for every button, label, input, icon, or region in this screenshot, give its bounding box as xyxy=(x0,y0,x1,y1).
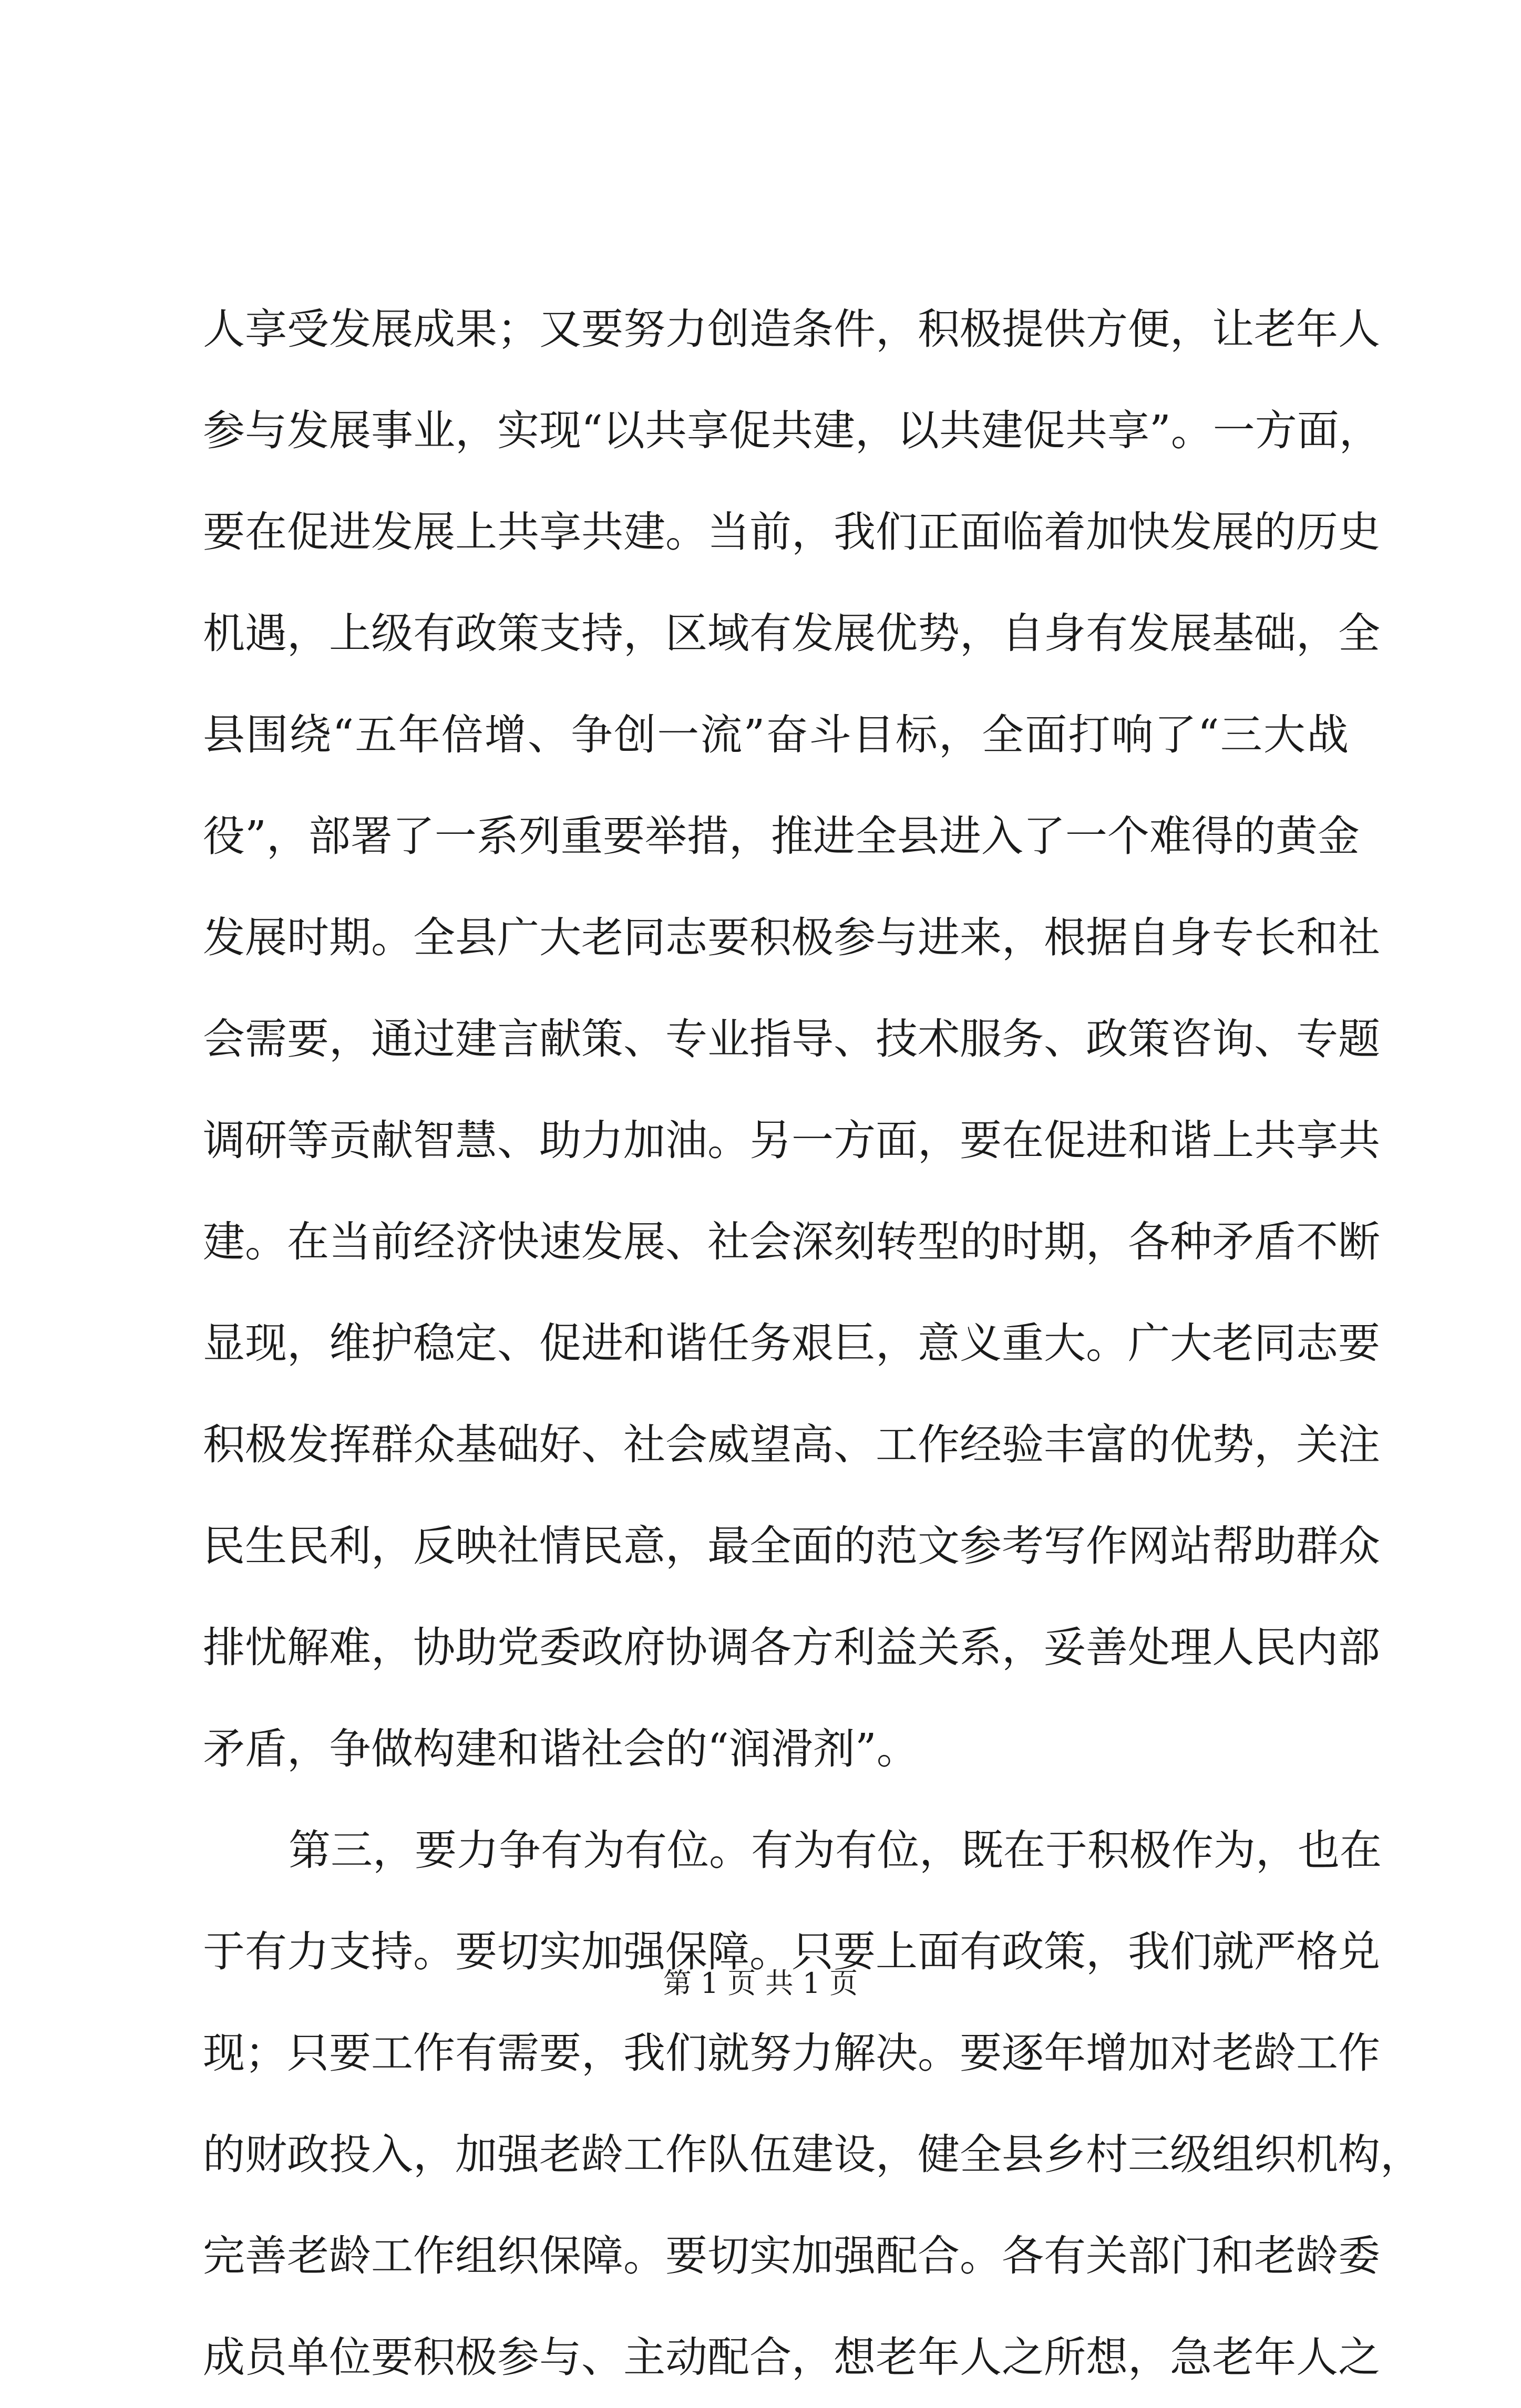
body-text xyxy=(203,278,1422,2408)
text-line: 人享受发展成果；又要努力创造条件，积极提供方便，让老年人 xyxy=(203,305,1380,354)
text-line: 成员单位要积极参与、主动配合，想老年人之所想，急老年人之 xyxy=(203,2333,1380,2382)
text-line: 建。在当前经济快速发展、社会深刻转型的时期，各种矛盾不断 xyxy=(203,1217,1380,1266)
text-line: 积极发挥群众基础好、社会威望高、工作经验丰富的优势，关注 xyxy=(203,1420,1380,1469)
text-line: 民生民利，反映社情民意，最全面的范文参考写作网站帮助群众 xyxy=(203,1522,1380,1570)
paragraph-end-line: 矛盾，争做构建和谐社会的“润滑剂”。 xyxy=(203,1724,919,1773)
text-line: 县围绕“五年倍增、争创一流”奋斗目标，全面打响了“三大战 xyxy=(203,710,1349,759)
text-line: 调研等贡献智慧、助力加油。另一方面，要在促进和谐上共享共 xyxy=(203,1116,1380,1165)
paragraph-start-line: 第三，要力争有为有位。有为有位，既在于积极作为，也在 xyxy=(289,1826,1382,1875)
text-line: 役”，部署了一系列重要举措，推进全县进入了一个难得的黄金 xyxy=(203,812,1360,861)
page-number-footer: 第 1 页 共 1 页 xyxy=(663,1967,858,2000)
text-line: 参与发展事业，实现“以共享促共建，以共建促共享”。一方面， xyxy=(203,406,1381,455)
text-line: 的财政投入，加强老龄工作队伍建设，健全县乡村三级组织机构， xyxy=(203,2130,1422,2179)
text-line: 机遇，上级有政策支持，区域有发展优势，自身有发展基础，全 xyxy=(203,609,1380,658)
text-line: 排忧解难，协助党委政府协调各方利益关系，妥善处理人民内部 xyxy=(203,1623,1380,1672)
text-line: 现；只要工作有需要，我们就努力解决。要逐年增加对老龄工作 xyxy=(203,2029,1380,2078)
text-line: 完善老龄工作组织保障。要切实加强配合。各有关部门和老龄委 xyxy=(203,2231,1380,2280)
text-line: 会需要，通过建言献策、专业指导、技术服务、政策咨询、专题 xyxy=(203,1015,1380,1063)
text-line: 要在促进发展上共享共建。当前，我们正面临着加快发展的历史 xyxy=(203,508,1380,556)
text-line: 于有力支持。要切实加强保障。只要上面有政策，我们就严格兑 xyxy=(203,1927,1380,1976)
text-line: 显现，维护稳定、促进和谐任务艰巨，意义重大。广大老同志要 xyxy=(203,1319,1380,1368)
text-line: 发展时期。全县广大老同志要积极参与进来，根据自身专长和社 xyxy=(203,913,1380,962)
